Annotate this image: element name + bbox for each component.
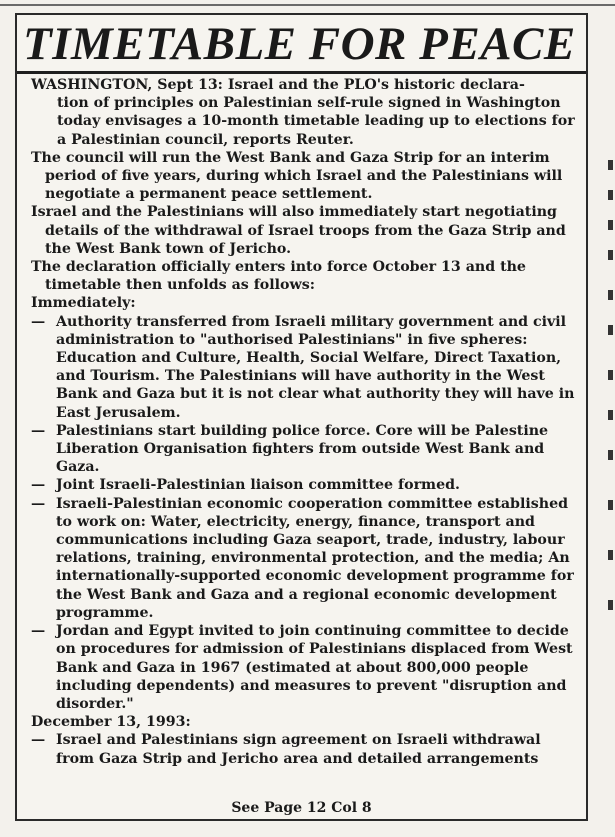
body-paragraph: The declaration officially enters into force October 13 and the timetable then unfolds as follows:	[31, 259, 526, 294]
article-body	[17, 74, 586, 768]
dash-bullet: —	[31, 623, 46, 640]
list-item: — Israel and Palestinians sign agreement on Israeli withdrawal from Gaza Strip and Jericho area and detailed arrangements	[31, 732, 541, 767]
dash-bullet: —	[31, 313, 46, 330]
body-paragraph: Israel and the Palestinians will also immediately start negotiating details of the withdrawal of Israel troops from the Gaza Strip and the West Bank town of Jericho.	[31, 204, 566, 257]
list-item: — Authority transferred from Israeli military government and civil administration to "authorised Palestinians" in five spheres: Education and Culture, Health, Social Welfare, Direct Taxation, and Tourism. The Palestinians will have authority in the West Bank and Gaza but it is not clear what authority they will have in East Jerusalem.	[31, 313, 575, 421]
dash-bullet: —	[31, 422, 46, 439]
page-top-rule	[0, 4, 615, 6]
dash-bullet: —	[31, 495, 46, 512]
dash-bullet: —	[31, 477, 46, 494]
list-item: — Palestinians start building police force. Core will be Palestine Liberation Organisation fighters from outside West Bank and Gaza.	[31, 422, 549, 476]
section-heading-immediately: Immediately:	[31, 295, 136, 312]
headline: TIMETABLE FOR PEACE	[17, 17, 586, 74]
list-item: — Israeli-Palestinian economic cooperation committee established to work on: Water, electricity, energy, finance, transport and communications including Gaza seaport, trade, industry, labour relations, training, environmental protection, and the media; An internationally-supported economic development programme for the West Bank and Gaza and a regional economic development programme.	[31, 495, 574, 621]
news-article	[15, 13, 588, 821]
intro-continuation: tion of principles on Palestinian self-rule signed in Washington today envisages a 10-month timetable leading up to elections for a Palestinian council, reports Reuter.	[57, 95, 575, 148]
dash-bullet: —	[31, 732, 46, 749]
adjacent-column-edge	[601, 150, 615, 670]
body-paragraph: The council will run the West Bank and Gaza Strip for an interim period of five years, during which Israel and the Palestinians will negotiate a permanent peace settlement.	[31, 149, 563, 203]
continued-reference: See Page 12 Col 8	[231, 800, 372, 816]
list-item: — Jordan and Egypt invited to join continuing committee to decide on procedures for admission of Palestinians displaced from West Bank and Gaza in 1967 (estimated at about 800,000 people including dependents) and measures to prevent "disruption and disorder."	[31, 623, 573, 712]
intro-paragraph	[31, 76, 580, 149]
list-item: — Joint Israeli-Palestinian liaison committee formed.	[31, 477, 460, 494]
dateline-line: WASHINGTON, Sept 13: Israel and the PLO's historic declara-	[31, 77, 525, 93]
section-heading-december: December 13, 1993:	[31, 714, 191, 731]
